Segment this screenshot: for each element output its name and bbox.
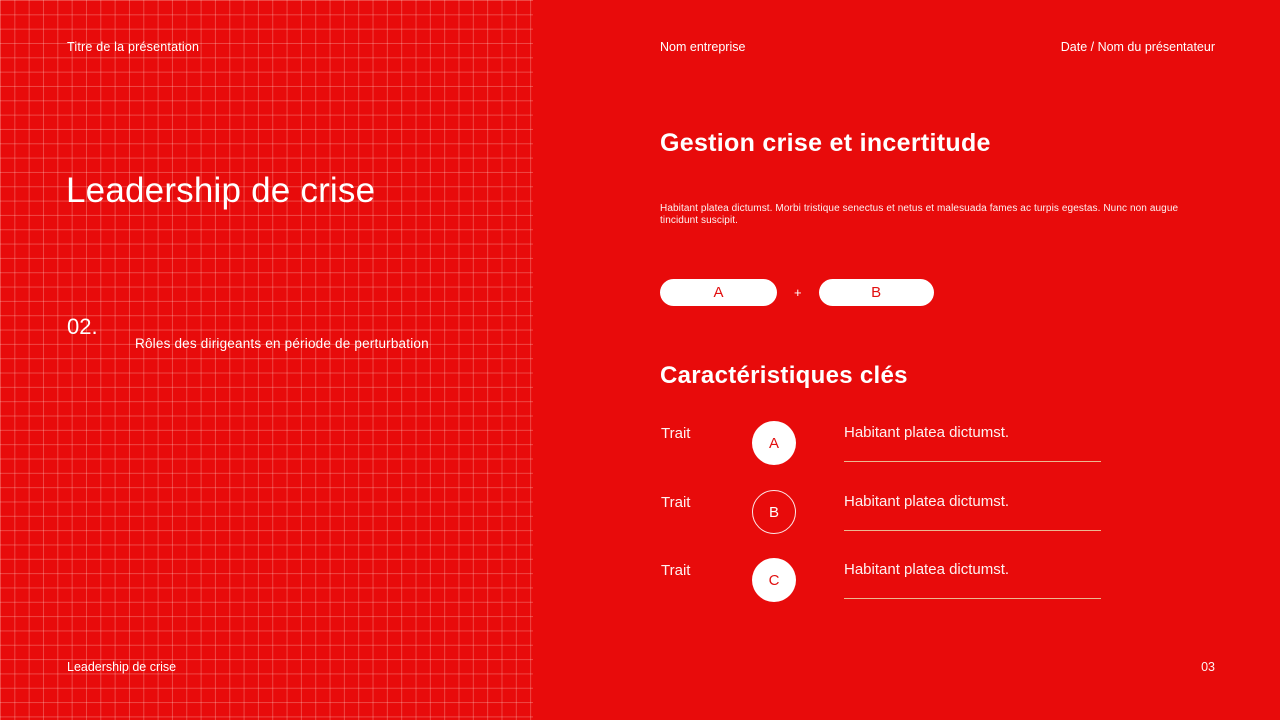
pills-row <box>660 279 934 306</box>
section-number: 02. <box>67 314 98 339</box>
trait-row-c <box>660 558 1110 602</box>
trait-text: Habitant platea dictumst. <box>844 424 1010 441</box>
presentation-title-label: Titre de la présentation <box>67 40 200 54</box>
trait-letter-badge-c: C <box>752 558 796 602</box>
slide-title: Leadership de crise <box>66 171 376 210</box>
trait-label: Trait <box>661 425 691 442</box>
body-paragraph: Habitant platea dictumst. Morbi tristique senectus et netus et malesuada fames ac turpis egestas. Nunc non augue tincidunt suscipit. <box>660 203 1179 226</box>
trait-text: Habitant platea dictumst. <box>844 493 1010 510</box>
subheading: Caractéristiques clés <box>660 362 908 389</box>
pill-b: B <box>819 279 934 306</box>
left-grid-panel <box>0 0 533 720</box>
content-heading: Gestion crise et incertitude <box>660 129 991 157</box>
trait-underline <box>844 461 1101 462</box>
pill-a: A <box>660 279 777 306</box>
trait-label: Trait <box>661 494 691 511</box>
trait-underline <box>844 530 1101 531</box>
trait-letter-badge-a: A <box>752 421 796 465</box>
trait-row-b <box>660 490 1110 534</box>
trait-row-a <box>660 421 1110 465</box>
trait-underline <box>844 598 1101 599</box>
plus-icon: + <box>794 285 802 300</box>
page-number: 03 <box>1201 660 1215 674</box>
trait-text: Habitant platea dictumst. <box>844 561 1010 578</box>
company-name-label: Nom entreprise <box>660 40 746 54</box>
trait-letter-badge-b: B <box>752 490 796 534</box>
footer-slide-title: Leadership de crise <box>67 660 177 674</box>
section-subtitle: Rôles des dirigeants en période de perturbation <box>135 336 429 351</box>
trait-label: Trait <box>661 562 691 579</box>
right-content-panel <box>533 0 1280 720</box>
date-presenter-label: Date / Nom du présentateur <box>1060 40 1215 54</box>
